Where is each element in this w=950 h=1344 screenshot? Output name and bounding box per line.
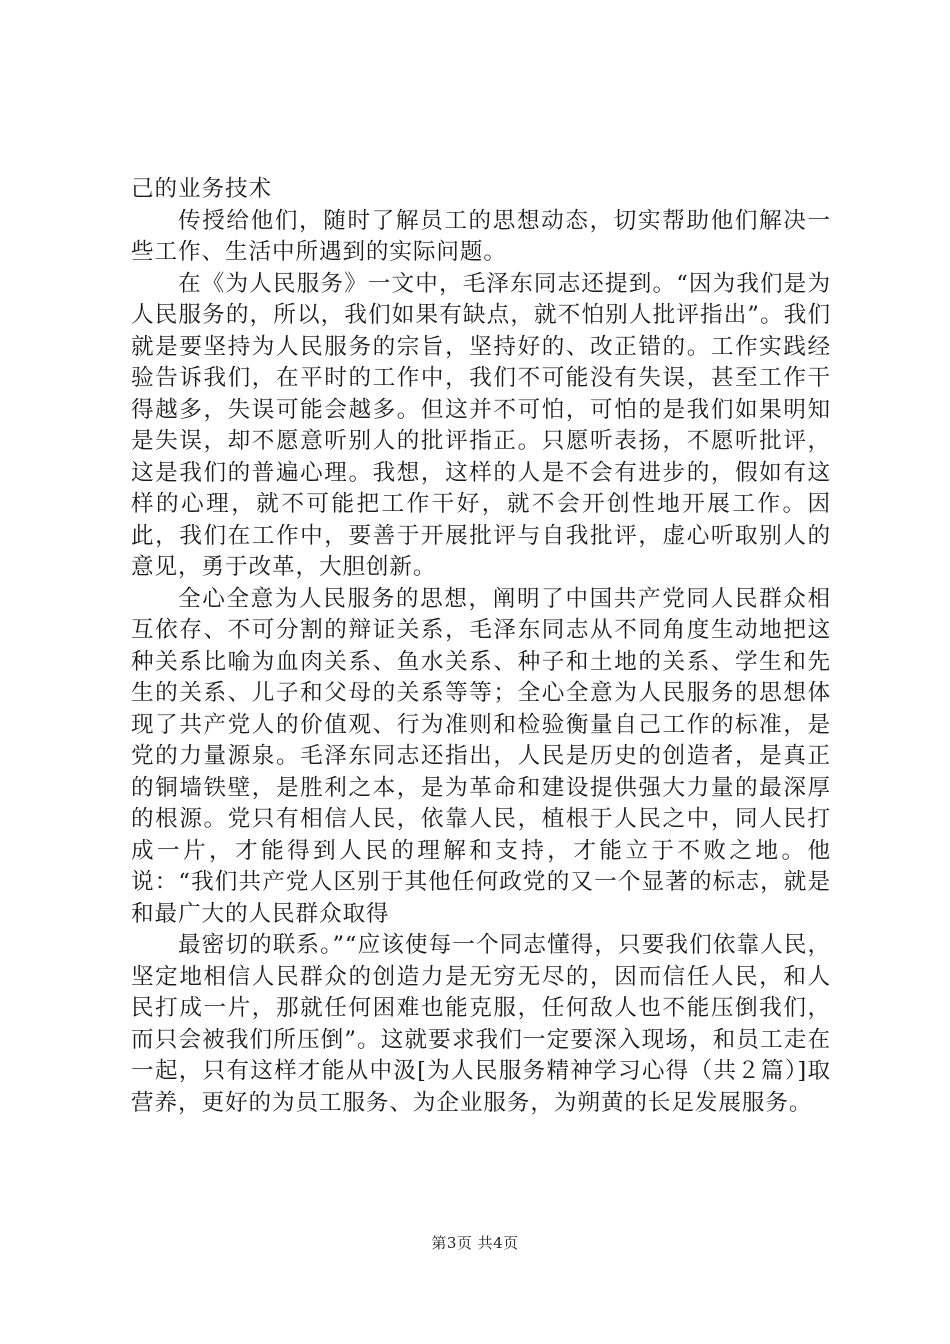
paragraph-2: 传授给他们，随时了解员工的思想动态，切实帮助他们解决一些工作、生活中所遇到的实际问题。	[131, 207, 831, 265]
paragraph-4: 全心全意为人民服务的思想，阐明了中国共产党同人民群众相互依存、不可分割的辩证关系，毛泽东同志从不同角度生动地把这种关系比喻为血肉关系、鱼水关系、种子和土地的关系、学生和先生的关系、儿子和父母的关系等等；全心全意为人民服务的思想体现了共产党人的价值观、行为准则和检验衡量自己工作的标准，是党的力量源泉。毛泽东同志还指出，人民是历史的创造者，是真正的铜墙铁壁，是胜利之本，是为革命和建设提供强大力量的最深厚的根源。党只有相信人民，依靠人民，植根于人民之中，同人民打成一片，才能得到人民的理解和支持，才能立于不败之地。他说：“我们共产党人区别于其他任何政党的又一个显著的标志，就是和最广大的人民群众取得	[131, 585, 831, 927]
document-body	[131, 174, 831, 1119]
paragraph-3: 在《为人民服务》一文中，毛泽东同志还提到。“因为我们是为人民服务的，所以，我们如果有缺点，就不怕别人批评指出”。我们就是要坚持为人民服务的宗旨，坚持好的、改正错的。工作实践经验告诉我们，在平时的工作中，我们不可能没有失误，甚至工作干得越多，失误可能会越多。但这并不可怕，可怕的是我们如果明知是失误，却不愿意听别人的批评指正。只愿听表扬，不愿听批评，这是我们的普遍心理。我想，这样的人是不会有进步的，假如有这样的心理，就不可能把工作干好，就不会开创性地开展工作。因此，我们在工作中，要善于开展批评与自我批评，虚心听取别人的意见，勇于改革，大胆创新。	[131, 270, 832, 580]
paragraph-5: 最密切的联系。”“应该使每一个同志懂得，只要我们依靠人民，坚定地相信人民群众的创造力是无穷无尽的，因而信任人民，和人民打成一片，那就任何困难也能克服，任何敌人也不能压倒我们，而只会被我们所压倒”。这就要求我们一定要深入现场，和员工走在一起，只有这样才能从中汲[为人民服务精神学习心得（共２篇）]取营养，更好的为员工服务、为企业服务，为朔黄的长足发展服务。	[131, 932, 831, 1116]
page-footer	[0, 1232, 950, 1253]
paragraph-1: 己的业务技术	[131, 176, 272, 202]
page-number-label: 第3页 共4页	[431, 1234, 519, 1252]
